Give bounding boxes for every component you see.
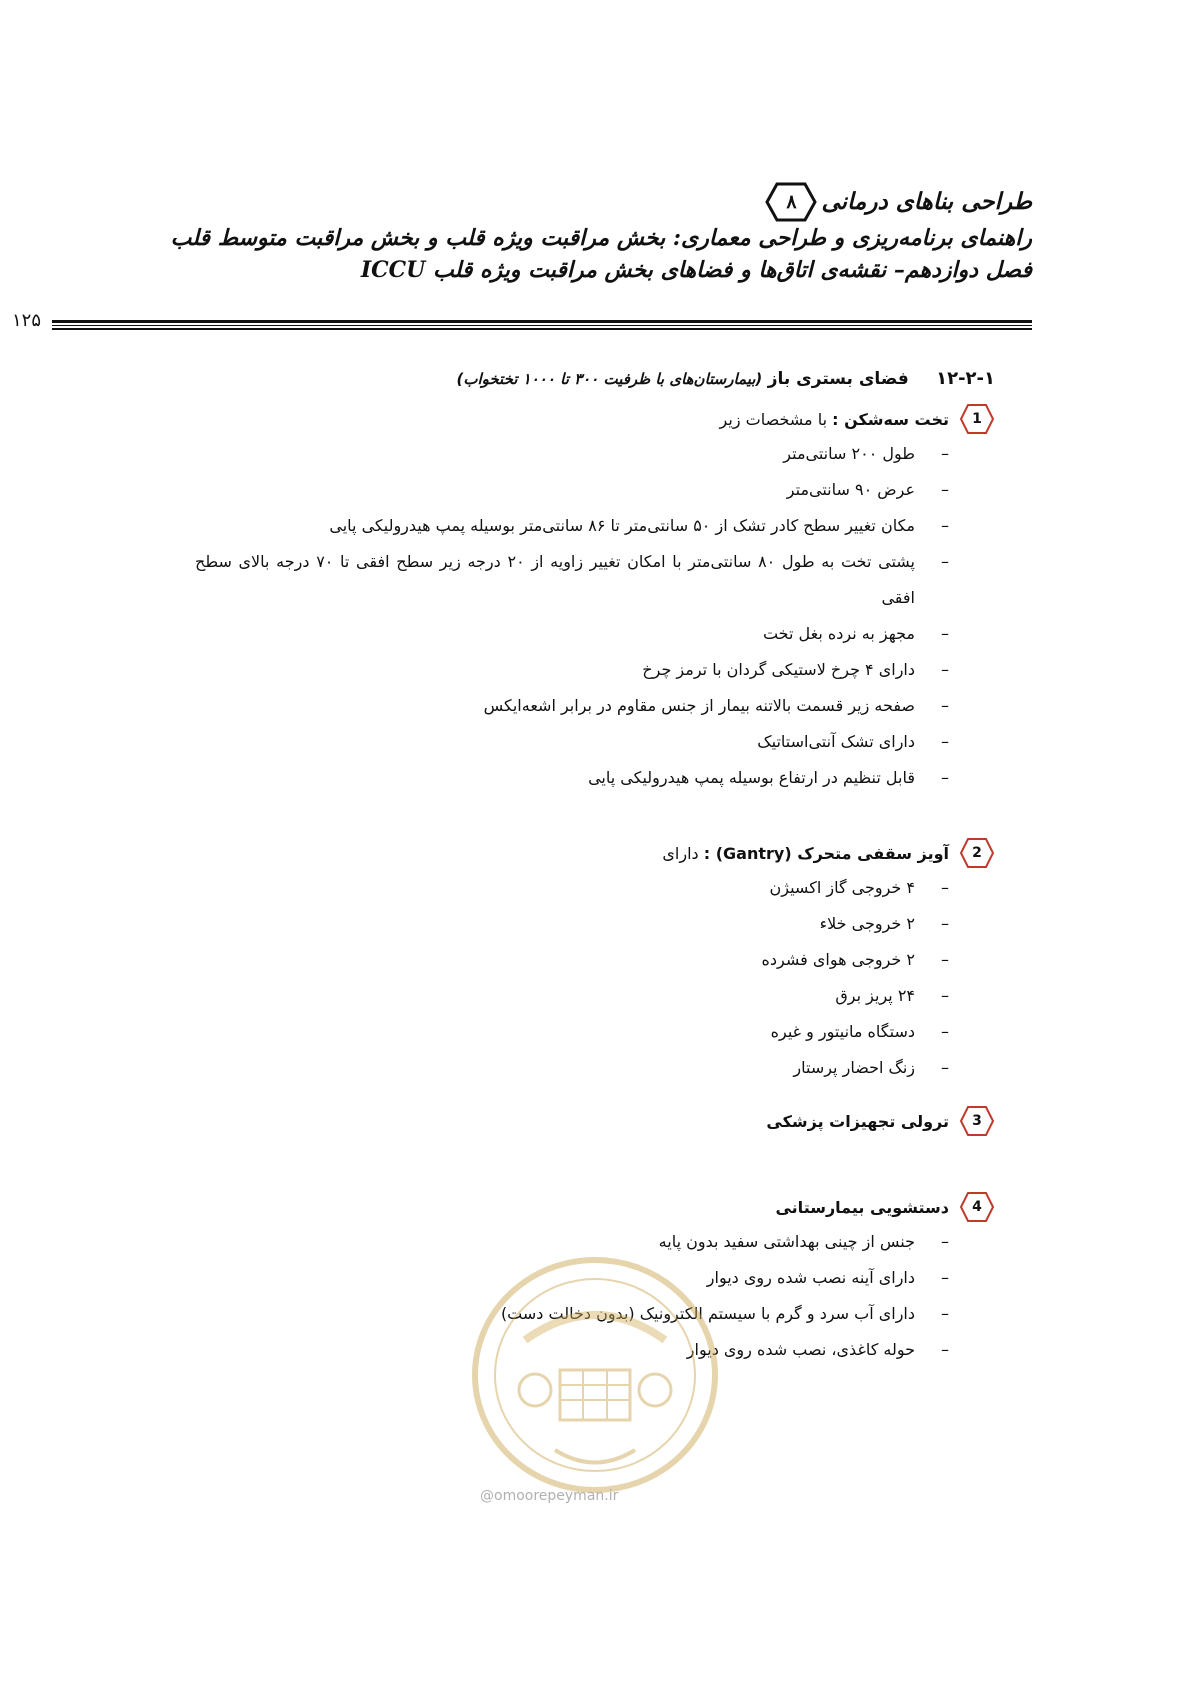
watermark [480,1488,618,1504]
book-title: راهنمای برنامه‌ریزی و طراحی معماری: بخش مراقبت ویژه قلب و بخش مراقبت متوسط قلب [170,225,1032,251]
list-item: – طول ۲۰۰ سانتی‌متر [195,436,949,472]
list-item: – زنگ احضار پرستار [195,1050,949,1086]
list-item: – ۴ خروجی گاز اکسیژن [195,870,949,906]
group-title-row [195,1190,995,1224]
hexagon-badge-icon [959,1105,995,1137]
watermark-text: omoorepeyman.ir [494,1488,619,1504]
page-header [152,182,1032,286]
hexagon-badge-icon [959,837,995,869]
group-title-row [195,1104,995,1138]
badge-number: 3 [972,1113,982,1129]
list-item: – پشتی تخت به طول ۸۰ سانتی‌متر با امکان تغییر زاویه از ۲۰ درجه زیر سطح افقی تا ۷۰ درجه بالای سطح افقی [195,544,949,616]
section-number: ۱۲-۲-۱ [936,368,995,389]
header-double-rule [52,320,1032,330]
list-item: – جنس از چینی بهداشتی سفید بدون پایه [195,1224,949,1260]
series-title-row [152,182,1032,222]
list-item: – ۲۴ پریز برق [195,978,949,1014]
header-rule-row [12,310,1032,332]
list-item: – قابل تنظیم در ارتفاع بوسیله پمپ هیدرولیکی پایی [195,760,949,796]
list-item: – مکان تغییر سطح کادر تشک از ۵۰ سانتی‌متر تا ۸۶ سانتی‌متر بوسیله پمپ هیدرولیکی پایی [195,508,949,544]
watermark-at-icon: @ [480,1488,494,1504]
list-item: – دارای تشک آنتی‌استاتیک [195,724,949,760]
volume-number: ۸ [786,191,797,213]
group-title-row [195,836,995,870]
series-title: طراحی بناهای درمانی [821,188,1032,215]
list-item: – حوله کاغذی، نصب شده روی دیوار [195,1332,949,1368]
equipment-group-gantry [195,836,995,1086]
section-subtitle: (بیمارستان‌های با ظرفیت ۳۰۰ تا ۱۰۰۰ تختخواب) [456,370,763,388]
section-title: فضای بستری باز [767,369,909,389]
badge-number: 4 [972,1199,982,1215]
equipment-group-trolley [195,1104,995,1138]
hexagon-badge-icon [959,403,995,435]
group-title: ترولی تجهیزات پزشکی [766,1111,949,1131]
item-list [195,436,995,796]
list-item: – ۲ خروجی هوای فشرده [195,942,949,978]
group-title-row [195,402,995,436]
equipment-group-bed [195,402,995,796]
seal-stamp-icon [465,1250,725,1500]
badge-number: 2 [972,845,982,861]
item-list [195,870,995,1086]
list-item: – صفحه زیر قسمت بالاتنه بیمار از جنس مقاوم در برابر اشعه‌ایکس [195,688,949,724]
list-item: – دارای آب سرد و گرم با سیستم الکترونیک (بدون دخالت دست) [195,1296,949,1332]
chapter-title: فصل دوازدهم– نقشه‌ی اتاق‌ها و فضاهای بخش مراقبت ویژه قلب ICCU [360,257,1032,283]
group-title: تخت سه‌شکن : [832,409,949,429]
list-item: – دستگاه مانیتور و غیره [195,1014,949,1050]
group-title: آویز سقفی متحرک (Gantry) : [703,843,949,863]
list-item: – دارای آینه نصب شده روی دیوار [195,1260,949,1296]
hexagon-badge-icon [959,1191,995,1223]
badge-number: 1 [972,411,982,427]
list-item: – عرض ۹۰ سانتی‌متر [195,472,949,508]
list-item: – مجهز به نرده بغل تخت [195,616,949,652]
group-title-suffix: با مشخصات زیر [719,409,833,429]
section-heading [456,368,995,389]
group-title-suffix: دارای [662,843,704,863]
page-number: ۱۲۵ [12,310,42,331]
group-title: دستشویی بیمارستانی [775,1197,949,1217]
list-item: – ۲ خروجی خلاء [195,906,949,942]
list-item: – دارای ۴ چرخ لاستیکی گردان با ترمز چرخ [195,652,949,688]
volume-badge-icon [765,182,817,222]
